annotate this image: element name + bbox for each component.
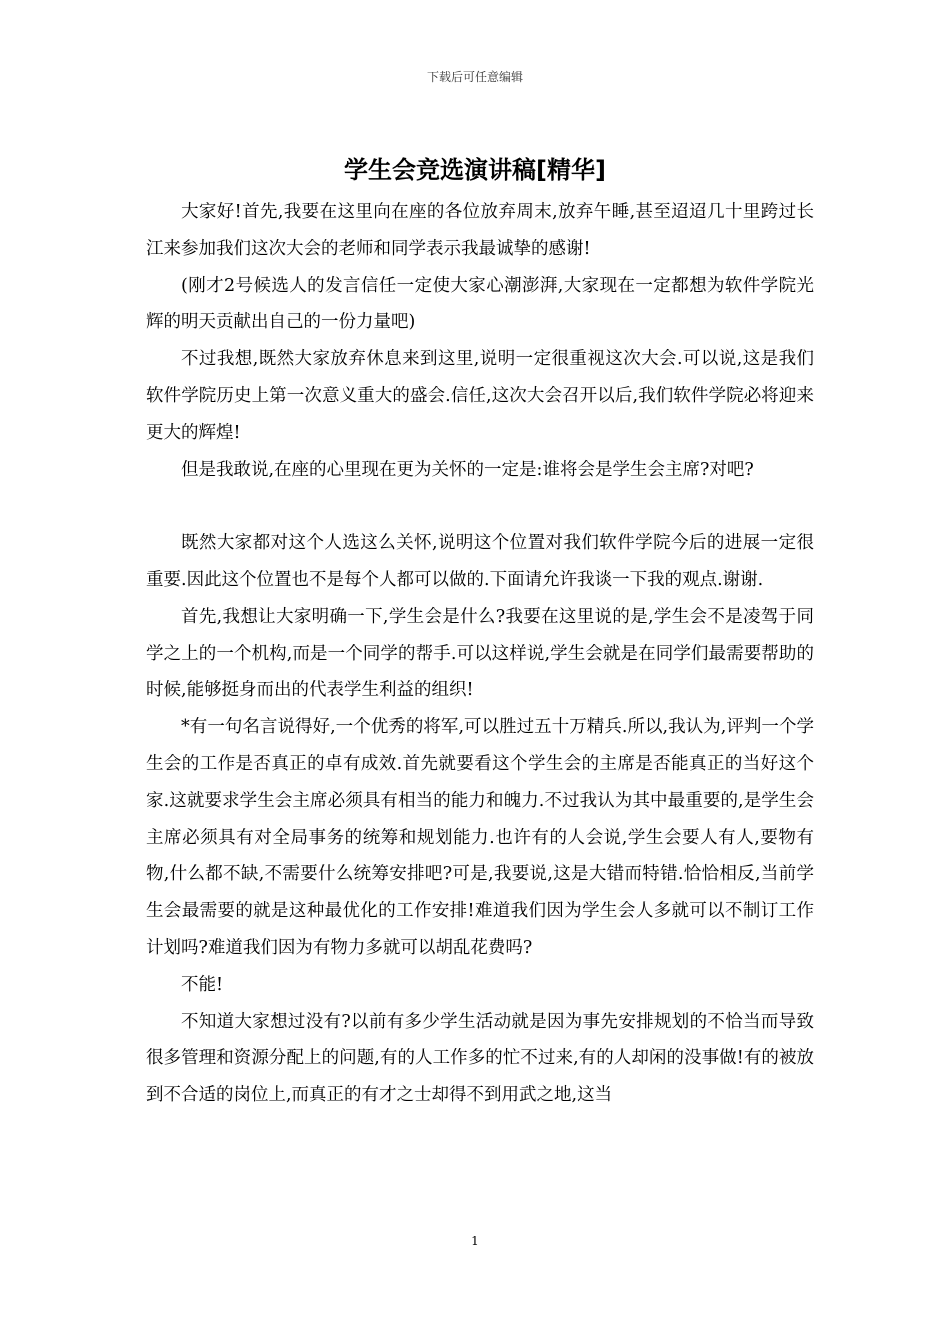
body-paragraph: 大家好!首先,我要在这里向在座的各位放弃周末,放弃午睡,甚至迢迢几十里跨过长江来参加我们这次大会的老师和同学表示我最诚挚的感谢! — [146, 202, 814, 259]
page-header-note: 下载后可任意编辑 — [426, 70, 523, 84]
body-paragraph: (刚才2号候选人的发言信任一定使大家心潮澎湃,大家现在一定都想为软件学院光辉的明天贡献出自己的一份力量吧) — [146, 275, 814, 333]
body-paragraph: 不知道大家想过没有?以前有多少学生活动就是因为事先安排规划的不恰当而导致很多管理和资源分配上的问题,有的人工作多的忙不过来,有的人却闲的没事做!有的被放到不合适的岗位上,而真正的有才之士却得不到用武之地,这当 — [146, 1011, 814, 1106]
document-body — [146, 194, 814, 1114]
body-paragraph: 既然大家都对这个人选这么关怀,说明这个位置对我们软件学院今后的进展一定很重要.因此这个位置也不是每个人都可以做的.下面请允许我谈一下我的观点.谢谢. — [146, 533, 814, 590]
body-paragraph: *有一句名言说得好,一个优秀的将军,可以胜过五十万精兵.所以,我认为,评判一个学生会的工作是否真正的卓有成效.首先就要看这个学生会的主席是否能真正的当好这个家.这就要求学生会主席必须具有相当的能力和魄力.不过我认为其中最重要的,是学生会主席必须具有对全局事务的统筹和规划能力.也许有的人会说,学生会要人有人,要物有物,什么都不缺,不需要什么统筹安排吧?可是,我要说,这是大错而特错.恰恰相反,当前学生会最需要的就是这种最优化的工作安排!难道我们因为学生会人多就可以不制订工作计划吗?难道我们因为有物力多就可以胡乱花费吗? — [146, 717, 814, 958]
body-paragraph: 但是我敢说,在座的心里现在更为关怀的一定是:谁将会是学生会主席?对吧? — [181, 459, 754, 480]
body-paragraph: 首先,我想让大家明确一下,学生会是什么?我要在这里说的是,学生会不是凌驾于同学之上的一个机构,而是一个同学的帮手.可以这样说,学生会就是在同学们最需要帮助的时候,能够挺身而出的代表学生利益的组织! — [146, 606, 814, 701]
page-number: 1 — [471, 1234, 479, 1248]
document-title: 学生会竞选演讲稿[精华] — [344, 156, 606, 184]
body-paragraph: 不能! — [181, 974, 224, 995]
body-paragraph: 不过我想,既然大家放弃休息来到这里,说明一定很重视这次大会.可以说,这是我们软件学院历史上第一次意义重大的盛会.信任,这次大会召开以后,我们软件学院必将迎来更大的辉煌! — [146, 349, 814, 443]
